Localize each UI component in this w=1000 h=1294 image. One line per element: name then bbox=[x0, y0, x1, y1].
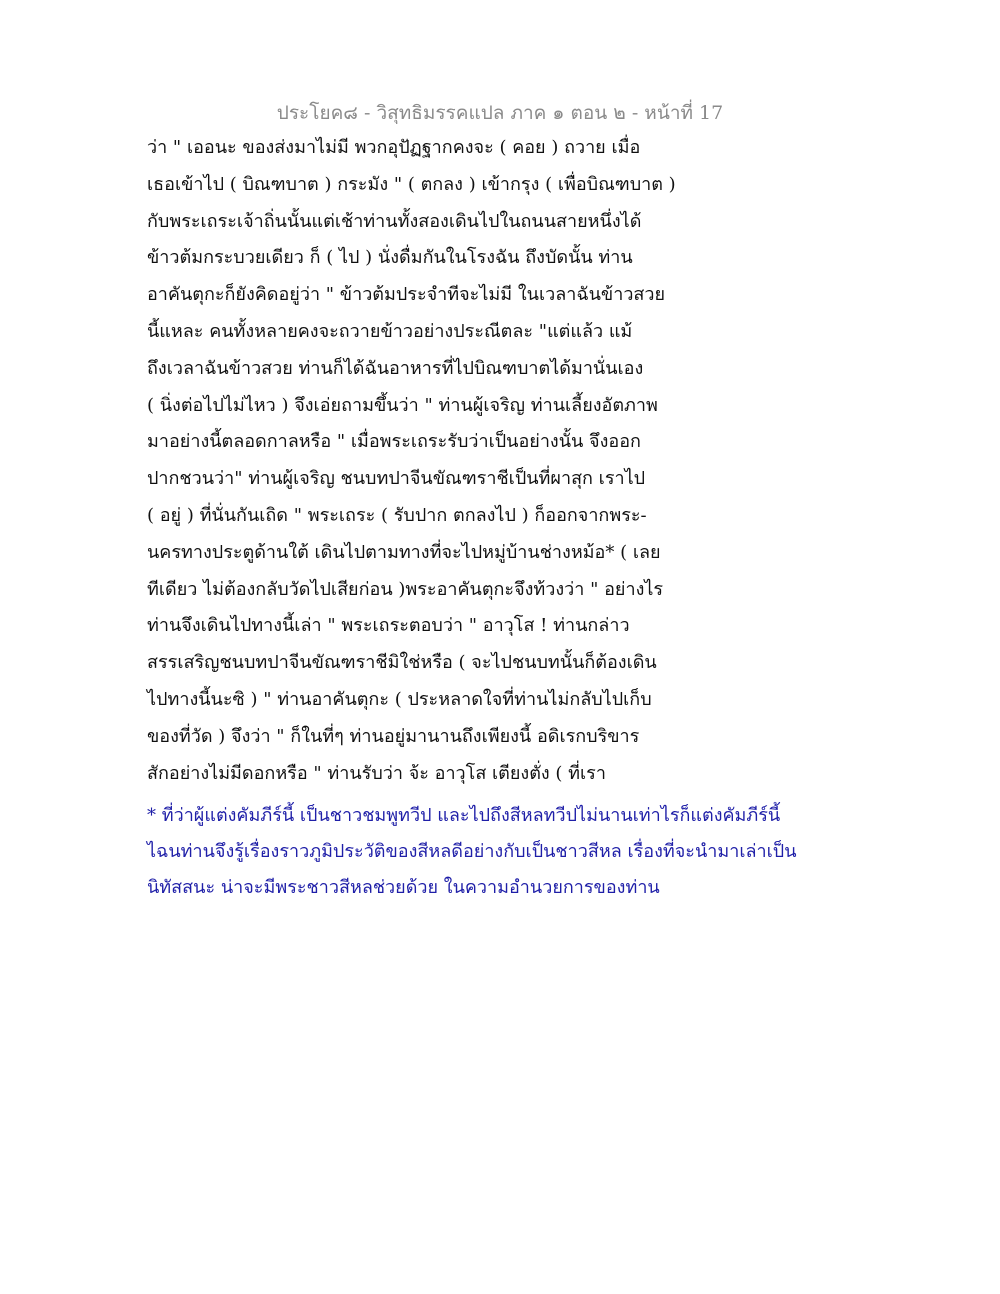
body-line: ว่า " เออนะ ของส่งมาไม่มี พวกอุปัฏฐากคงจะ ( คอย ) ถวาย เมื่อ bbox=[147, 137, 641, 158]
body-line: สักอย่างไม่มีดอกหรือ " ท่านรับว่า จ้ะ อาวุโส เตียงตั่ง ( ที่เรา bbox=[147, 762, 606, 784]
body-line: ( นิ่งต่อไปไม่ไหว ) จึงเอ่ยถามขึ้นว่า " ท่านผู้เจริญ ท่านเลี้ยงอัตภาพ bbox=[147, 394, 658, 416]
footnote-line: นิทัสสนะ น่าจะมีพระชาวสีหลช่วยด้วย ในความอำนวยการของท่าน bbox=[147, 877, 660, 898]
body-line: นี้แหละ คนทั้งหลายคงจะถวายข้าวอย่างประณีตละ "แต่แล้ว แม้ bbox=[147, 320, 633, 342]
body-line: เธอเข้าไป ( บิณฑบาต ) กระมัง " ( ตกลง ) เข้ากรุง ( เพื่อบิณฑบาต ) bbox=[147, 173, 676, 195]
body-line: มาอย่างนี้ตลอดกาลหรือ " เมื่อพระเถระรับว่าเป็นอย่างนั้น จึงออก bbox=[147, 431, 641, 453]
page-header-text: ประโยค๘ - วิสุทธิมรรคแปล ภาค ๑ ตอน ๒ - หน้าที่ 17 bbox=[276, 102, 724, 124]
footnote bbox=[147, 798, 847, 906]
body-line: ข้าวต้มกระบวยเดียว ก็ ( ไป ) นั่งดื่มกันในโรงฉัน ถึงบัดนั้น ท่าน bbox=[147, 247, 633, 269]
body-line: สรรเสริญชนบทปาจีนขัณฑราชีมิใช่หรือ ( จะไปชนบทนั้นก็ต้องเดิน bbox=[147, 652, 657, 674]
footnote-line: ไฉนท่านจึงรู้เรื่องราวภูมิประวัติของสีหลดีอย่างกับเป็นชาวสีหล เรื่องที่จะนำมาเล่าเป็น bbox=[147, 841, 797, 862]
body-line: ( อยู่ ) ที่นั่นกันเถิด " พระเถระ ( รับปาก ตกลงไป ) ก็ออกจากพระ- bbox=[147, 504, 647, 526]
body-line: ของที่วัด ) จึงว่า " ก็ในที่ๆ ท่านอยู่มานานถึงเพียงนี้ อดิเรกบริขาร bbox=[147, 725, 640, 747]
page-header bbox=[0, 98, 1000, 128]
body-line: ไปทางนี้นะซิ ) " ท่านอาคันตุกะ ( ประหลาดใจที่ท่านไม่กลับไปเก็บ bbox=[147, 688, 652, 710]
body-line: กับพระเถระเจ้าถิ่นนั้นแต่เช้าท่านทั้งสองเดินไปในถนนสายหนึ่งได้ bbox=[147, 210, 642, 232]
body-line: ท่านจึงเดินไปทางนี้เล่า " พระเถระตอบว่า " อาวุโส ! ท่านกล่าว bbox=[147, 615, 630, 637]
body-line: ถึงเวลาฉันข้าวสวย ท่านก็ได้ฉันอาหารที่ไปบิณฑบาตได้มานั่นเอง bbox=[147, 357, 644, 379]
body-line: ทีเดียว ไม่ต้องกลับวัดไปเสียก่อน )พระอาคันตุกะจึงท้วงว่า " อย่างไร bbox=[147, 578, 664, 600]
body-line: นครทางประตูด้านใต้ เดินไปตามทางที่จะไปหมู่บ้านช่างหม้อ* ( เลย bbox=[147, 541, 661, 563]
body-line: ปากชวนว่า" ท่านผู้เจริญ ชนบทปาจีนขัณฑราชีเป็นที่ผาสุก เราไป bbox=[147, 468, 646, 490]
body-text bbox=[147, 130, 847, 792]
footnote-line: * ที่ว่าผู้แต่งคัมภีร์นี้ เป็นชาวชมพูทวีป และไปถึงสีหลทวีปไม่นานเท่าไรก็แต่งคัมภีร์นี้ bbox=[147, 805, 781, 826]
body-line: อาคันตุกะก็ยังคิดอยู่ว่า " ข้าวต้มประจำทีจะไม่มี ในเวลาฉันข้าวสวย bbox=[147, 284, 666, 306]
